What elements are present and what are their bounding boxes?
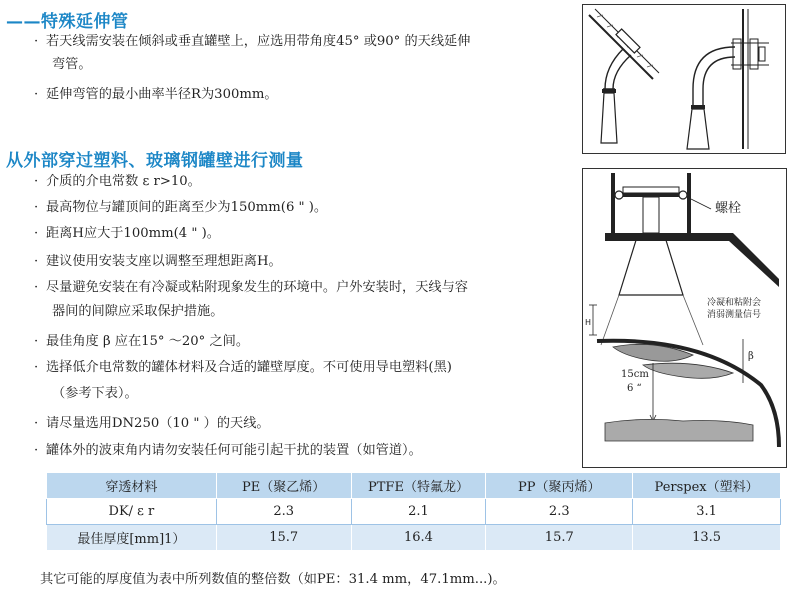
list-item: · 若天线需安装在倾斜或垂直罐壁上，应选用带角度45° 或90° 的天线延伸	[34, 34, 471, 49]
table-header-cell: Perspex（塑料）	[633, 473, 781, 499]
table-cell: 2.1	[351, 499, 486, 525]
table-header-cell: PP（聚丙烯）	[486, 473, 633, 499]
table-cell: 最佳厚度[mm]1）	[47, 525, 217, 551]
table-cell: 15.7	[216, 525, 351, 551]
table-cell: 13.5	[633, 525, 781, 551]
table-row	[47, 499, 781, 525]
list-item: · 最佳角度 β 应在15° ～20° 之间。	[34, 334, 250, 349]
list-item: · 介质的介电常数 ε r>10。	[34, 174, 201, 189]
material-table	[46, 472, 781, 551]
through-wall-measurement-figure	[582, 168, 787, 468]
list-item: · 尽量避免安装在有冷凝或粘附现象发生的环境中。户外安装时，天线与容	[34, 280, 468, 295]
beta-label: β	[748, 351, 754, 362]
distance-label-inch: 6 “	[627, 383, 642, 394]
list-item: · 建议使用安装支座以调整至理想距离H。	[34, 254, 282, 269]
footer-note: 其它可能的厚度值为表中所列数值的整倍数（如PE：31.4 mm，47.1mm...)。	[40, 572, 506, 587]
through-wall-drawing	[583, 169, 786, 467]
table-cell: 2.3	[486, 499, 633, 525]
table-cell: 3.1	[633, 499, 781, 525]
table-cell: DK/ ε r	[47, 499, 217, 525]
list-item-continuation: （参考下表）。	[52, 386, 138, 401]
table-cell: 15.7	[486, 525, 633, 551]
table-cell: 16.4	[351, 525, 486, 551]
list-item: · 距离H应大于100mm(4 " )。	[34, 226, 220, 241]
list-item: · 延伸弯管的最小曲率半径R为300mm。	[34, 87, 278, 102]
table-header-cell: PTFE（特氟龙）	[351, 473, 486, 499]
h-dimension-label: H	[585, 318, 592, 327]
extension-pipe-drawing	[583, 5, 785, 153]
extension-pipe-figure	[582, 4, 786, 154]
list-item: · 最高物位与罐顶间的距离至少为150mm(6 " )。	[34, 200, 328, 215]
condensation-label-1: 冷凝和粘附会	[707, 298, 762, 308]
list-item: · 罐体外的波束角内请勿安装任何可能引起干扰的装置（如管道）。	[34, 443, 422, 458]
list-item-continuation: 器间的间隙应采取保护措施。	[52, 304, 224, 319]
table-header-row	[47, 473, 781, 499]
list-item: · 请尽量选用DN250（10 " ）的天线。	[34, 416, 270, 431]
table-header-cell: PE（聚乙烯）	[216, 473, 351, 499]
table-row	[47, 525, 781, 551]
section-title-external-measurement: 从外部穿过塑料、玻璃钢罐壁进行测量	[6, 151, 304, 171]
list-item-continuation: 弯管。	[52, 57, 92, 72]
table-cell: 2.3	[216, 499, 351, 525]
list-item: · 选择低介电常数的罐体材料及合适的罐壁厚度。不可使用导电塑料(黑)	[34, 360, 452, 375]
condensation-label-2: 消弱测量信号	[707, 310, 762, 320]
distance-label-cm: 15cm	[621, 369, 649, 380]
table-header-cell: 穿透材料	[47, 473, 217, 499]
section-title-extension-pipe: ——特殊延伸管	[6, 12, 129, 32]
bolt-label: 螺栓	[715, 201, 742, 216]
